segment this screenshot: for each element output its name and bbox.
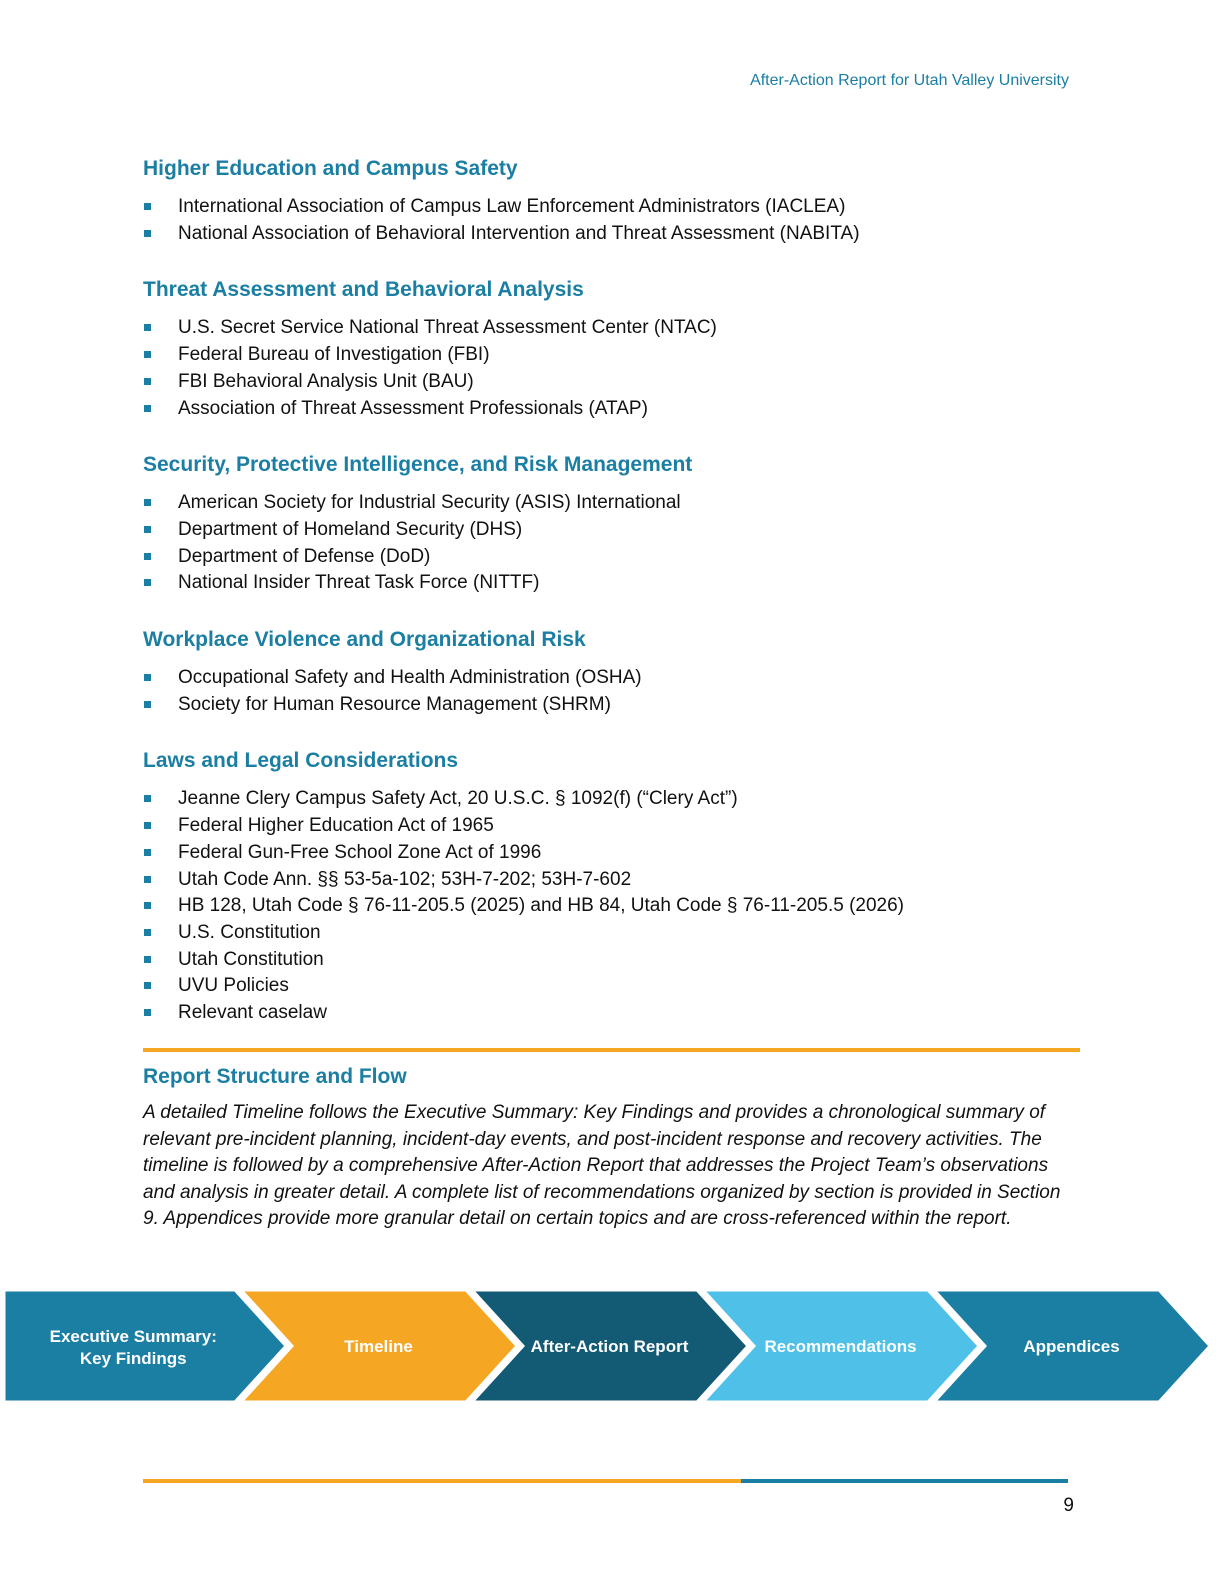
list-item: Jeanne Clery Campus Safety Act, 20 U.S.C. § 1092(f) (“Clery Act”) xyxy=(143,786,1083,813)
square-bullet-icon xyxy=(144,553,151,560)
running-header: After-Action Report for Utah Valley University xyxy=(750,72,1069,89)
list-item: Society for Human Resource Management (SHRM) xyxy=(143,692,1083,719)
flow-step-label: After-Action Report xyxy=(530,1337,689,1356)
square-bullet-icon xyxy=(144,876,151,883)
square-bullet-icon xyxy=(144,849,151,856)
square-bullet-icon xyxy=(144,499,151,506)
square-bullet-icon xyxy=(144,351,151,358)
square-bullet-icon xyxy=(144,982,151,989)
flow-step-label: Timeline xyxy=(344,1337,413,1356)
flow-step-chevron xyxy=(4,1290,286,1402)
square-bullet-icon xyxy=(144,203,151,210)
list-item: Relevant caselaw xyxy=(143,1000,1083,1027)
list-item: Department of Defense (DoD) xyxy=(143,544,1083,571)
square-bullet-icon xyxy=(144,674,151,681)
section-laws xyxy=(143,748,1083,1026)
section-heading: Workplace Violence and Organizational Risk xyxy=(143,628,586,652)
list-item: American Society for Industrial Security (ASIS) International xyxy=(143,490,1083,517)
square-bullet-icon xyxy=(144,1009,151,1016)
resource-lists xyxy=(143,156,1083,1057)
list-item: U.S. Constitution xyxy=(143,920,1083,947)
square-bullet-icon xyxy=(144,230,151,237)
square-bullet-icon xyxy=(144,526,151,533)
bullet-list xyxy=(143,665,1083,718)
report-flow-diagram xyxy=(0,1290,1224,1402)
footer-rule-orange xyxy=(143,1479,741,1483)
flow-chevrons xyxy=(0,1290,1224,1402)
section-divider xyxy=(143,1048,1080,1052)
square-bullet-icon xyxy=(144,701,151,708)
section-heading: Report Structure and Flow xyxy=(143,1065,407,1088)
section-threat-assessment xyxy=(143,277,1083,422)
section-security xyxy=(143,452,1083,597)
section-heading: Higher Education and Campus Safety xyxy=(143,157,518,180)
footer-rule-blue xyxy=(741,1479,1068,1483)
flow-step-label: Executive Summary: Key Findings xyxy=(49,1327,217,1368)
list-item: U.S. Secret Service National Threat Assessment Center (NTAC) xyxy=(143,315,1083,342)
list-item: UVU Policies xyxy=(143,973,1083,1000)
list-item: Federal Gun-Free School Zone Act of 1996 xyxy=(143,840,1083,867)
list-item: HB 128, Utah Code § 76-11-205.5 (2025) and HB 84, Utah Code § 76-11-205.5 (2026) xyxy=(143,893,1083,920)
square-bullet-icon xyxy=(144,324,151,331)
bullet-list xyxy=(143,786,1083,1026)
square-bullet-icon xyxy=(144,956,151,963)
square-bullet-icon xyxy=(144,405,151,412)
flow-step-label: Appendices xyxy=(1023,1337,1120,1356)
section-heading: Security, Protective Intelligence, and Risk Management xyxy=(143,453,693,477)
report-structure xyxy=(143,1064,1078,1233)
list-item: National Insider Threat Task Force (NITTF) xyxy=(143,570,1083,597)
page-number: 9 xyxy=(1063,1495,1074,1516)
list-item: Occupational Safety and Health Administration (OSHA) xyxy=(143,665,1083,692)
bullet-list xyxy=(143,490,1083,597)
structure-paragraph: A detailed Timeline follows the Executive Summary: Key Findings and provides a chronological summary of relevant pre-incident planning, incident-day events, and post-incident response and recovery activities. The timeline is followed by a comprehensive After-Action Report that addresses the Project Team’s observations and analysis in greater detail. A complete list of recommendations organized by section is provided in Section 9. Appendices provide more granular detail on certain topics and are cross-referenced within the report. xyxy=(143,1102,1061,1230)
square-bullet-icon xyxy=(144,929,151,936)
list-item: Association of Threat Assessment Professionals (ATAP) xyxy=(143,396,1083,423)
bullet-list xyxy=(143,315,1083,422)
section-workplace-violence xyxy=(143,627,1083,718)
list-item: FBI Behavioral Analysis Unit (BAU) xyxy=(143,369,1083,396)
section-heading: Laws and Legal Considerations xyxy=(143,749,459,773)
list-item: Department of Homeland Security (DHS) xyxy=(143,517,1083,544)
list-item: Utah Constitution xyxy=(143,947,1083,974)
list-item: International Association of Campus Law Enforcement Administrators (IACLEA) xyxy=(143,194,1083,221)
flow-step-label: Recommendations xyxy=(764,1337,917,1356)
square-bullet-icon xyxy=(144,902,151,909)
list-item: Federal Bureau of Investigation (FBI) xyxy=(143,342,1083,369)
list-item: Utah Code Ann. §§ 53-5a-102; 53H-7-202; 53H-7-602 xyxy=(143,867,1083,894)
square-bullet-icon xyxy=(144,822,151,829)
section-heading: Threat Assessment and Behavioral Analysis xyxy=(143,278,584,302)
square-bullet-icon xyxy=(144,579,151,586)
section-higher-education xyxy=(143,156,1083,247)
list-item: Federal Higher Education Act of 1965 xyxy=(143,813,1083,840)
square-bullet-icon xyxy=(144,378,151,385)
square-bullet-icon xyxy=(144,795,151,802)
bullet-list xyxy=(143,194,1083,247)
list-item: National Association of Behavioral Intervention and Threat Assessment (NABITA) xyxy=(143,221,1083,248)
